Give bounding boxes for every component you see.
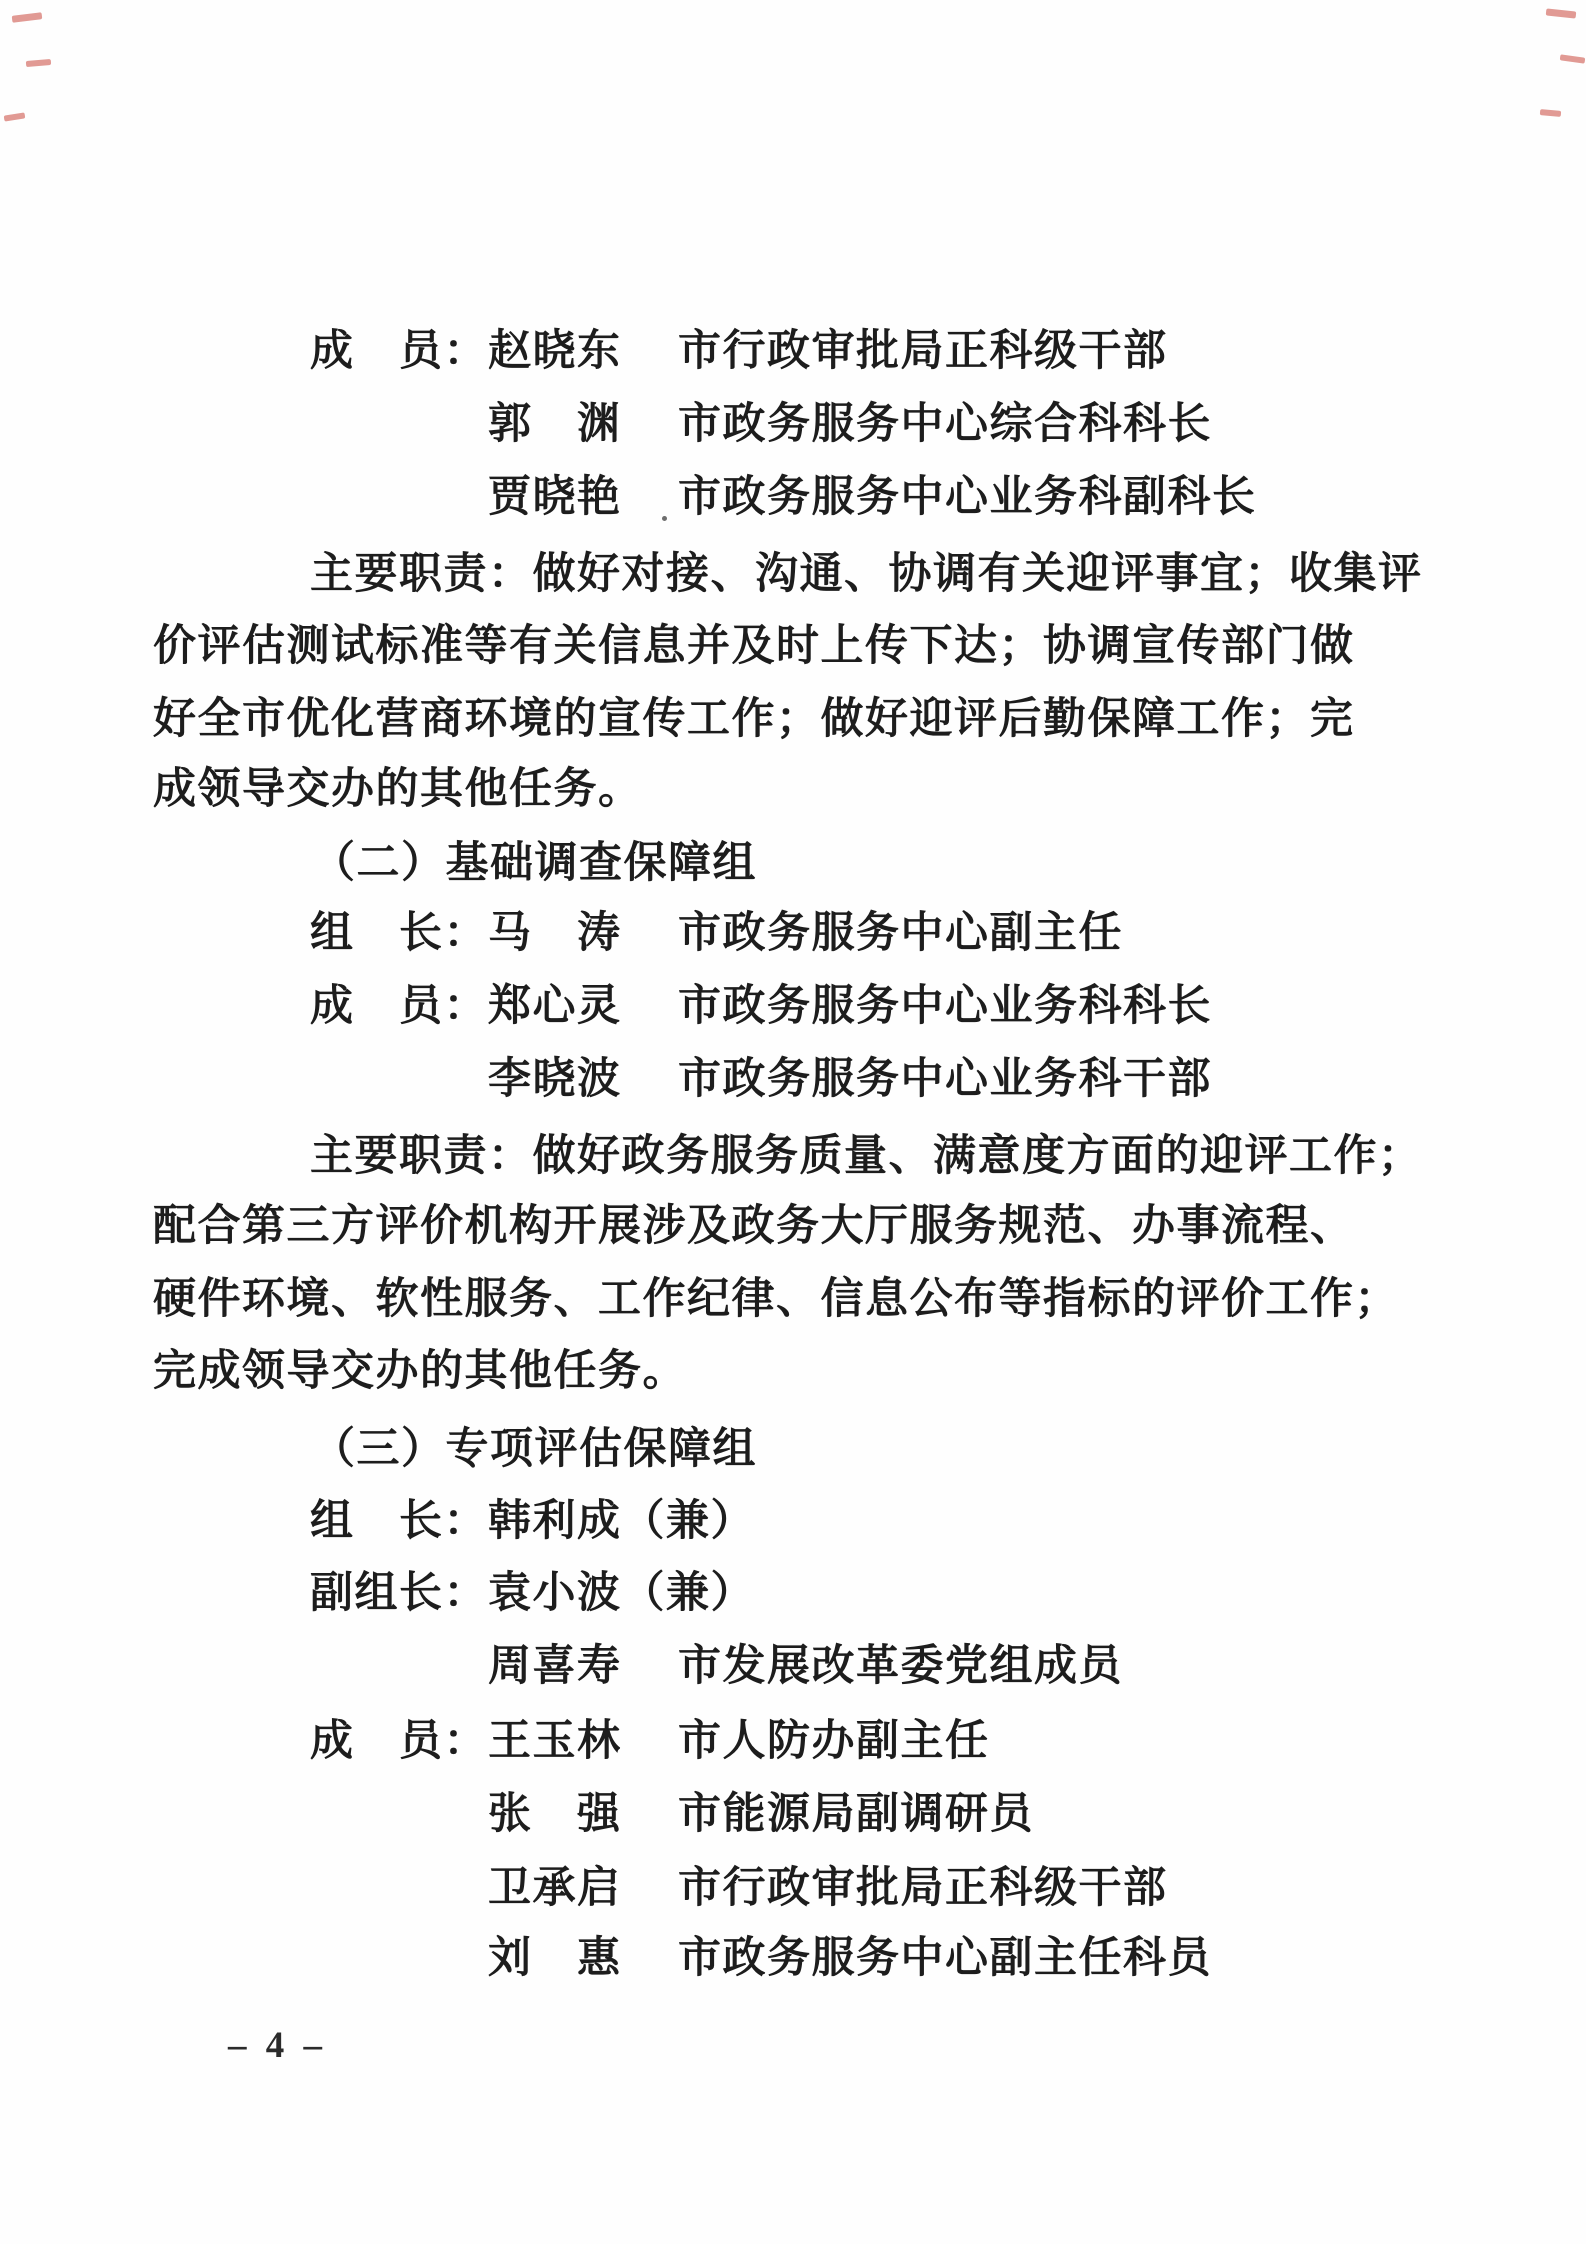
member-name: 赵晓东 [488,328,622,375]
duties-paragraph-line [0,621,1586,677]
leader-name: 韩利成（兼） [488,1498,755,1545]
deputy-role-label: 副组长： [310,1570,488,1617]
member-name: 贾晓艳 [488,474,622,521]
member-name: 刘 惠 [488,1935,622,1982]
duties-paragraph-line [0,694,1586,750]
member-row [0,1789,1586,1845]
red-scan-mark [1546,8,1577,18]
member-title: 市行政审批局正科级干部 [678,1865,1168,1912]
member-row [0,472,1586,528]
member-row [0,1933,1586,1989]
deputy-leader-row [0,1568,1586,1624]
member-title: 市政务服务中心综合科科长 [678,401,1212,448]
member-role-label: 成 员： [310,983,488,1030]
member-name: 周喜寿 [488,1643,622,1690]
member-name: 郑心灵 [488,983,622,1030]
scan-speck [662,516,667,521]
member-title: 市政务服务中心业务科科长 [678,983,1212,1030]
member-title: 市发展改革委党组成员 [678,1643,1123,1690]
member-row [0,1716,1586,1772]
member-title: 市政务服务中心业务科副科长 [678,474,1257,521]
page-number: – 4 – [228,2025,324,2066]
duties-text: 完成领导交办的其他任务。 [153,1348,687,1395]
leader-role-label: 组 长： [310,1498,488,1545]
duties-text: 配合第三方评价机构开展涉及政务大厅服务规范、办事流程、 [153,1203,1355,1250]
member-row [0,326,1586,382]
red-scan-mark [26,59,51,67]
member-name: 张 强 [488,1791,622,1838]
section-heading-row [0,1424,1586,1480]
duties-text: 价评估测试标准等有关信息并及时上传下达；协调宣传部门做 [153,623,1355,670]
leader-title: 市政务服务中心副主任 [678,910,1123,957]
member-title: 市人防办副主任 [678,1718,990,1765]
duties-paragraph-line [0,1201,1586,1257]
member-role-label: 成 员： [310,1718,488,1765]
member-title: 市政务服务中心副主任科员 [678,1935,1212,1982]
red-scan-mark [1560,54,1586,63]
leader-row [0,1496,1586,1552]
member-name: 李晓波 [488,1056,622,1103]
member-row [0,981,1586,1037]
member-title: 市能源局副调研员 [678,1791,1034,1838]
leader-row [0,908,1586,964]
member-row [0,399,1586,455]
member-row [0,1863,1586,1919]
duties-paragraph-line [0,1274,1586,1330]
member-name: 郭 渊 [488,401,622,448]
section-heading: （二）基础调查保障组 [312,840,757,887]
member-role-label: 成 员： [310,328,488,375]
duties-paragraph-line [0,1131,1586,1187]
member-title: 市行政审批局正科级干部 [678,328,1168,375]
duties-paragraph-line [0,1346,1586,1402]
member-row [0,1054,1586,1110]
duties-text: 好全市优化营商环境的宣传工作；做好迎评后勤保障工作；完 [153,696,1355,743]
red-scan-mark [4,112,26,121]
section-heading: （三）专项评估保障组 [312,1426,757,1473]
red-scan-mark [1540,109,1561,117]
duties-paragraph-line [0,764,1586,820]
leader-name: 马 涛 [488,910,622,957]
leader-role-label: 组 长： [310,910,488,957]
member-title: 市政务服务中心业务科干部 [678,1056,1212,1103]
section-heading-row [0,838,1586,894]
duties-text: 成领导交办的其他任务。 [153,766,643,813]
deputy-member-row [0,1641,1586,1697]
duties-text: 硬件环境、软性服务、工作纪律、信息公布等指标的评价工作； [153,1276,1399,1323]
duties-paragraph-line [0,549,1586,605]
duties-text: 主要职责：做好政务服务质量、满意度方面的迎评工作； [310,1133,1423,1180]
red-scan-mark [12,12,43,23]
deputy-name: 袁小波（兼） [488,1570,755,1617]
duties-text: 主要职责：做好对接、沟通、协调有关迎评事宜；收集评 [310,551,1423,598]
member-name: 卫承启 [488,1865,622,1912]
member-name: 王玉林 [488,1718,622,1765]
